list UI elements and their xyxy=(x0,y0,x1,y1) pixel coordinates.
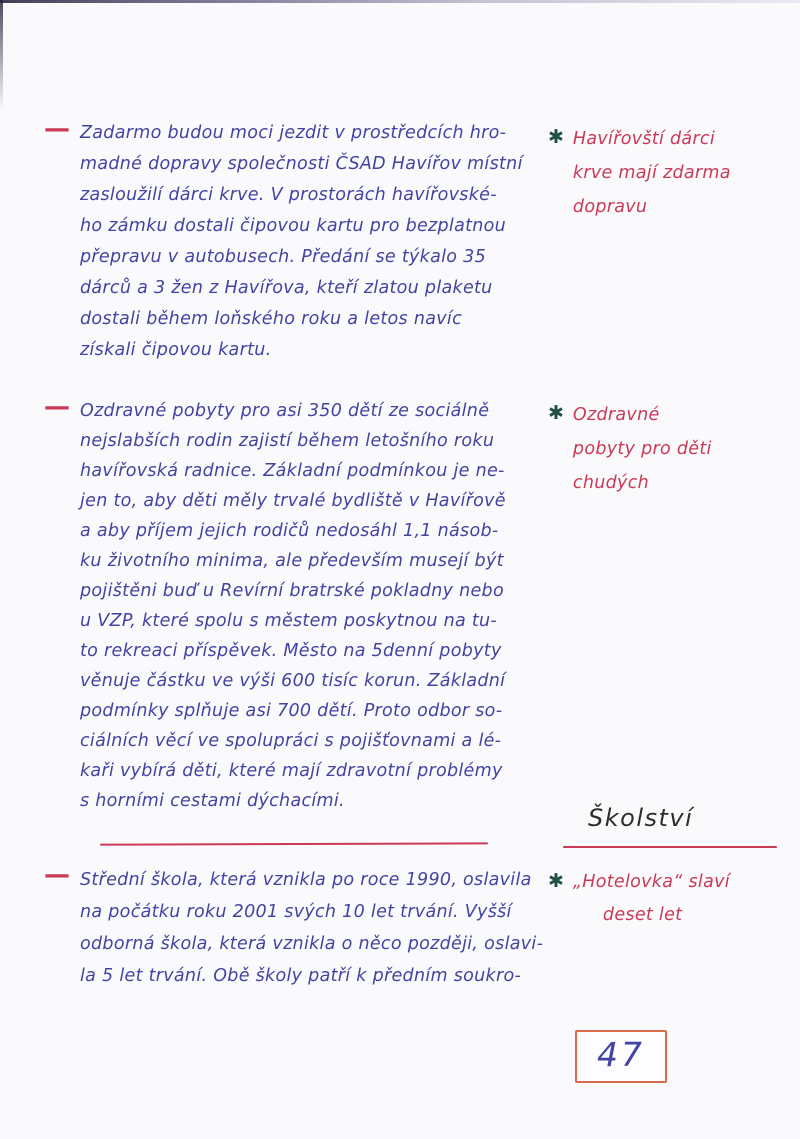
handwritten-line: získali čipovou kartu. xyxy=(80,340,272,360)
paragraph-blood-donors xyxy=(44,114,523,366)
handwritten-line: chudých xyxy=(572,473,650,493)
scan-edge-left xyxy=(0,0,3,110)
handwritten-line: zasloužilí dárci krve. V prostorách havířovské- xyxy=(80,185,497,205)
asterisk-icon: ✱ xyxy=(548,402,564,424)
paragraph-recovery-stays xyxy=(44,392,506,816)
margin-note-recovery-stays xyxy=(548,398,712,500)
section-heading-skolstvi: Školství xyxy=(588,804,694,832)
margin-note-schools-anniversary-text xyxy=(573,866,730,932)
handwritten-line: na počátku roku 2001 svých 10 let trvání. Vyšší xyxy=(80,902,512,922)
handwritten-line: podmínky splňuje asi 700 dětí. Proto odbor so- xyxy=(80,701,503,721)
handwritten-line: a aby příjem jejich rodičů nedosáhl 1,1 násob- xyxy=(80,521,499,541)
handwritten-line: dárců a 3 žen z Havířova, kteří zlatou plaketu xyxy=(80,278,493,298)
handwritten-line: ku životního minima, ale především musejí být xyxy=(80,551,504,571)
section-divider-line xyxy=(100,842,488,845)
handwritten-line: dopravu xyxy=(572,197,648,217)
handwritten-line: pojištěni buď u Revírní bratrské pokladny nebo xyxy=(80,581,504,601)
asterisk-icon: ✱ xyxy=(548,126,564,148)
handwritten-line: s horními cestami dýchacími. xyxy=(80,791,345,811)
dash-bullet-icon: — xyxy=(44,114,68,144)
dash-bullet-icon: — xyxy=(44,860,68,890)
handwritten-line: dostali během loňského roku a letos navíc xyxy=(80,309,462,329)
handwritten-line: ciálních věcí ve spolupráci s pojišťovnami a lé- xyxy=(80,731,502,751)
handwritten-line: la 5 let trvání. Obě školy patří k předním soukro- xyxy=(80,966,522,986)
handwritten-line: jen to, aby děti měly trvalé bydliště v Havířově xyxy=(80,491,506,511)
handwritten-line: přepravu v autobusech. Předání se týkalo 35 xyxy=(80,247,487,267)
handwritten-line: Střední škola, která vznikla po roce 1990, oslavila xyxy=(80,870,532,890)
handwritten-line: Ozdravné pobyty pro asi 350 dětí ze sociálně xyxy=(80,401,490,421)
page-number: 47 xyxy=(597,1035,645,1074)
handwritten-line: věnuje částku ve výši 600 tisíc korun. Základní xyxy=(80,671,506,691)
handwritten-line: havířovská radnice. Základní podmínkou je ne- xyxy=(80,461,505,481)
handwritten-line: odborná škola, která vznikla o něco později, oslavi- xyxy=(80,934,544,954)
handwritten-line: Ozdravné xyxy=(572,405,660,425)
dash-bullet-icon: — xyxy=(44,392,68,422)
handwritten-line: ho zámku dostali čipovou kartu pro bezplatnou xyxy=(80,216,507,236)
heading-underline xyxy=(563,846,777,848)
paragraph-schools-anniversary-text xyxy=(80,864,543,992)
paragraph-recovery-stays-text xyxy=(80,396,506,816)
margin-note-blood-donors xyxy=(548,122,731,224)
asterisk-icon: ✱ xyxy=(548,870,564,892)
handwritten-line: krve mají zdarma xyxy=(572,163,731,183)
handwritten-line: Havířovští dárci xyxy=(572,129,715,149)
margin-note-blood-donors-text xyxy=(573,122,731,224)
paragraph-schools-anniversary xyxy=(44,860,544,992)
handwritten-line: nejslabších rodin zajistí během letošního roku xyxy=(80,431,495,451)
margin-note-recovery-stays-text xyxy=(573,398,712,500)
handwritten-line: to rekreaci příspěvek. Město na 5denní pobyty xyxy=(80,641,502,661)
handwritten-line: deset let xyxy=(602,905,683,925)
page-number-box xyxy=(575,1030,667,1083)
paragraph-blood-donors-text xyxy=(80,118,523,366)
handwritten-line: kaři vybírá děti, které mají zdravotní problémy xyxy=(80,761,503,781)
handwritten-line: madné dopravy společnosti ČSAD Havířov místní xyxy=(80,154,523,174)
margin-note-schools-anniversary xyxy=(548,866,730,932)
handwritten-line: pobyty pro děti xyxy=(572,439,712,459)
scan-edge-top xyxy=(0,0,800,3)
handwritten-line: u VZP, které spolu s městem poskytnou na tu- xyxy=(80,611,498,631)
handwritten-line: „Hotelovka“ slaví xyxy=(572,872,730,892)
handwritten-line: Zadarmo budou moci jezdit v prostředcích hro- xyxy=(80,123,507,143)
